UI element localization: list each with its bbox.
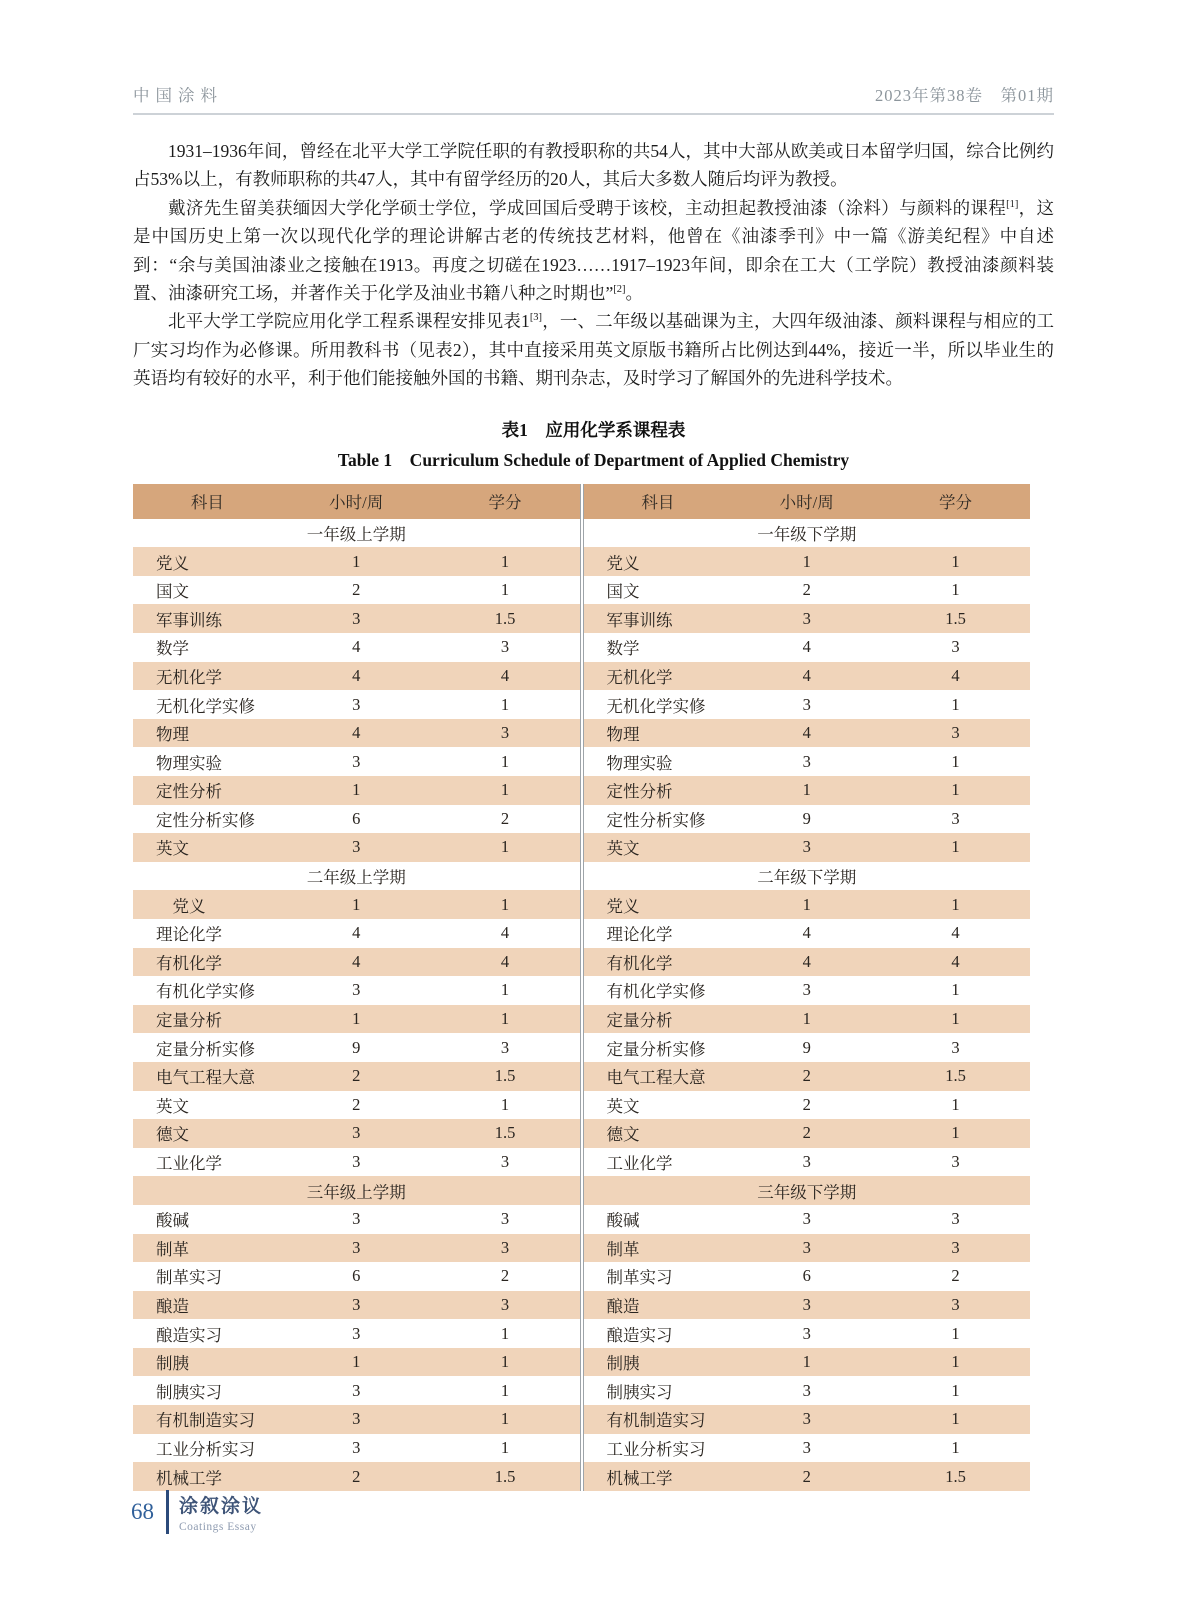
table-row [133, 1119, 580, 1148]
hours-cell: 2 [352, 580, 361, 600]
hours-cell: 3 [352, 1380, 361, 1400]
subject-cell: 物理实验 [156, 753, 222, 773]
credits-cell: 3 [500, 1209, 510, 1229]
credits-cell: 1 [500, 837, 510, 857]
credits-cell: 2 [951, 1266, 960, 1286]
column-brand [179, 1491, 263, 1533]
subject-cell: 定量分析实修 [606, 1039, 706, 1059]
credits-cell: 1.5 [494, 1466, 516, 1486]
table-row [584, 805, 1031, 834]
hours-cell: 2 [802, 1123, 811, 1143]
hours-cell: 2 [352, 1066, 361, 1086]
section-header-row: 三年级下学期 [584, 1176, 1031, 1205]
subject-cell: 定性分析实修 [156, 810, 255, 830]
hours-cell: 2 [352, 1466, 361, 1486]
subject-cell: 定性分析实修 [606, 810, 706, 830]
table-row [133, 833, 580, 862]
column-header: 小时/周 [779, 493, 834, 513]
hours-cell: 4 [352, 951, 361, 971]
section-header-row: 一年级下学期 [757, 524, 857, 544]
hours-cell: 3 [352, 837, 361, 857]
credits-cell: 3 [500, 1294, 510, 1314]
hours-cell: 1 [802, 780, 811, 800]
credits-cell: 3 [500, 1152, 510, 1172]
subject-cell: 定性分析 [606, 782, 673, 802]
hours-cell: 1 [352, 551, 361, 571]
hours-cell: 3 [352, 1152, 361, 1172]
credits-cell: 4 [951, 923, 960, 943]
subject-cell: 电气工程大意 [156, 1068, 255, 1088]
credits-cell: 1.5 [945, 1466, 966, 1486]
subject-cell: 英文 [156, 839, 189, 859]
credits-cell: 1.5 [494, 608, 516, 628]
hours-cell: 3 [802, 1237, 811, 1257]
subject-cell: 制革实习 [606, 1268, 673, 1288]
page-footer [131, 1490, 263, 1534]
subject-cell: 制革 [606, 1239, 640, 1259]
column-header: 学分 [488, 493, 522, 513]
credits-cell: 3 [951, 808, 960, 828]
hours-cell: 4 [802, 637, 811, 657]
credits-cell: 1 [500, 894, 510, 914]
table-row [133, 805, 580, 834]
table-row [133, 719, 580, 748]
credits-cell: 3 [951, 1037, 960, 1057]
table-row [584, 604, 1031, 633]
credits-cell: 3 [951, 1237, 960, 1257]
column-brand-en: Coatings Essay [179, 1521, 257, 1533]
hours-cell: 3 [802, 751, 811, 771]
hours-cell: 2 [802, 1094, 811, 1114]
table-row [584, 1376, 1031, 1405]
hours-cell: 3 [352, 751, 361, 771]
table-row [133, 576, 580, 605]
table-row [133, 1462, 580, 1491]
credits-cell: 3 [951, 723, 960, 743]
subject-cell: 党义 [606, 896, 640, 916]
hours-cell: 3 [352, 1209, 361, 1229]
subject-cell: 制革实习 [156, 1268, 222, 1288]
subject-cell: 有机制造实习 [606, 1411, 706, 1431]
table-row [133, 604, 580, 633]
credits-cell: 3 [500, 1037, 510, 1057]
table-row [133, 633, 580, 662]
subject-cell: 机械工学 [606, 1468, 673, 1488]
credits-cell: 4 [500, 923, 510, 943]
subject-cell: 有机制造实习 [156, 1411, 255, 1431]
credits-cell: 1 [951, 1009, 960, 1029]
credits-cell: 3 [951, 1209, 960, 1229]
hours-cell: 3 [352, 608, 361, 628]
hours-cell: 1 [802, 1352, 811, 1372]
curriculum-table [133, 484, 1030, 1491]
subject-cell: 机械工学 [156, 1468, 222, 1488]
credits-cell: 1 [500, 780, 510, 800]
hours-cell: 1 [352, 1352, 361, 1372]
hours-cell: 3 [802, 1409, 811, 1429]
hours-cell: 2 [352, 1094, 361, 1114]
subject-cell: 物理 [156, 725, 189, 745]
column-header: 科目 [190, 493, 224, 513]
subject-cell: 无机化学实修 [606, 696, 706, 716]
credits-cell: 1 [500, 1437, 510, 1457]
table-half [133, 484, 580, 1491]
table-row [584, 776, 1031, 805]
credits-cell: 1 [500, 751, 510, 771]
credits-cell: 3 [951, 1152, 960, 1172]
hours-cell: 3 [352, 980, 361, 1000]
subject-cell: 定性分析 [156, 782, 222, 802]
subject-cell: 有机化学实修 [156, 982, 255, 1002]
hours-cell: 4 [802, 923, 811, 943]
hours-cell: 9 [802, 808, 811, 828]
section-header-row: 三年级上学期 [133, 1176, 580, 1205]
subject-cell: 有机化学 [156, 953, 222, 973]
subject-cell: 数学 [606, 639, 640, 659]
credits-cell: 1 [951, 751, 960, 771]
table-row [584, 690, 1031, 719]
column-header: 科目 [641, 493, 675, 513]
hours-cell: 3 [802, 1380, 811, 1400]
table-row [584, 633, 1031, 662]
table-row [133, 1405, 580, 1434]
credits-cell: 1 [500, 1009, 510, 1029]
credits-cell: 1 [951, 580, 960, 600]
hours-cell: 6 [352, 1266, 361, 1286]
table-row [133, 1205, 580, 1234]
subject-cell: 制胰 [606, 1354, 640, 1374]
hours-cell: 3 [352, 1237, 361, 1257]
credits-cell: 1.5 [945, 1066, 966, 1086]
section-header-row: 一年级上学期 [306, 524, 406, 544]
hours-cell: 4 [352, 723, 361, 743]
subject-cell: 工业化学 [606, 1154, 673, 1174]
table-row [584, 1405, 1031, 1434]
subject-cell: 军事训练 [606, 610, 673, 630]
credits-cell: 1 [951, 837, 960, 857]
hours-cell: 3 [802, 1437, 811, 1457]
credits-cell: 3 [500, 637, 510, 657]
hours-cell: 3 [352, 1294, 361, 1314]
credits-cell: 1 [500, 980, 510, 1000]
hours-cell: 9 [352, 1037, 361, 1057]
hours-cell: 1 [352, 1009, 361, 1029]
masthead [0, 0, 1187, 113]
subject-cell: 物理实验 [606, 753, 673, 773]
credits-cell: 1 [500, 694, 510, 714]
credits-cell: 3 [500, 1237, 510, 1257]
page-number: 68 [131, 1499, 154, 1524]
table-row [584, 1291, 1031, 1320]
credits-cell: 1 [951, 780, 960, 800]
table-header-row [133, 484, 580, 519]
table-row [584, 1205, 1031, 1234]
credits-cell: 3 [951, 637, 960, 657]
hours-cell: 1 [352, 780, 361, 800]
paragraph: 戴济先生留美获缅因大学化学硕士学位，学成回国后受聘于该校，主动担起教授油漆（涂料）与颜料的课程[1]，这是中国历史上第一次以现代化学的理论讲解古老的传统技艺材料，他曾在《油漆季刊》中一篇《游美纪程》中自述到：“余与美国油漆业之接触在1913。再度之切磋在1923……1917–1923年间，即余在工大（工学院）教授油漆颜料装置、油漆研究工场，并著作关于化学及油业书籍八种之时期也”[2]。 [133, 197, 1055, 304]
subject-cell: 有机化学 [606, 953, 673, 973]
credits-cell: 1 [500, 1409, 510, 1429]
credits-cell: 3 [500, 723, 510, 743]
credits-cell: 1 [951, 1409, 960, 1429]
hours-cell: 3 [802, 1294, 811, 1314]
credits-cell: 1 [951, 1094, 960, 1114]
hours-cell: 3 [802, 694, 811, 714]
hours-cell: 9 [802, 1037, 811, 1057]
table-row [133, 1005, 580, 1034]
subject-cell: 制胰 [156, 1354, 189, 1374]
citation-ref: [3] [529, 312, 543, 324]
hours-cell: 3 [802, 837, 811, 857]
table-row [133, 1262, 580, 1291]
table-row [133, 1434, 580, 1463]
table-row [584, 576, 1031, 605]
paragraph: 1931–1936年间，曾经在北平大学工学院任职的有教授职称的共54人，其中大部从欧美或日本留学归国，综合比例约占53%以上，有教师职称的共47人，其中有留学经历的20人，其后大多数人随后均评为教授。 [133, 141, 1054, 190]
hours-cell: 4 [352, 637, 361, 657]
hours-cell: 3 [802, 1323, 811, 1343]
article-body [133, 137, 1054, 1491]
hours-cell: 6 [352, 808, 361, 828]
header-rule [133, 113, 1054, 115]
table-row [584, 1148, 1031, 1177]
subject-cell: 酿造 [156, 1296, 189, 1316]
journal-name: 中国涂料 [133, 86, 223, 105]
credits-cell: 1 [951, 551, 960, 571]
credits-cell: 1 [500, 551, 510, 571]
credits-cell: 1 [951, 1437, 960, 1457]
table-row [133, 976, 580, 1005]
subject-cell: 定量分析 [606, 1011, 673, 1031]
subject-cell: 理论化学 [606, 925, 673, 945]
paragraph: 北平大学工学院应用化学工程系课程安排见表1[3]，一、二年级以基础课为主，大四年级油漆、颜料课程与相应的工厂实习均作为必修课。所用教科书（见表2），其中直接采用英文原版书籍所占比例达到44%，接近一半，所以毕业生的英语均有较好的水平，利于他们能接触外国的书籍、期刊杂志，及时学习了解国外的先进科学技术。 [133, 311, 1054, 389]
credits-cell: 1 [500, 1094, 510, 1114]
table-row [584, 1462, 1031, 1491]
section-header-row: 二年级下学期 [757, 868, 857, 888]
table-row [584, 1119, 1031, 1148]
table-row [584, 919, 1031, 948]
subject-cell: 国文 [606, 582, 640, 602]
credits-cell: 1 [500, 1323, 510, 1343]
table-row [584, 1062, 1031, 1091]
hours-cell: 3 [352, 1437, 361, 1457]
table-row [133, 776, 580, 805]
hours-cell: 1 [802, 1009, 811, 1029]
table-row [133, 890, 580, 919]
credits-cell: 1 [951, 1123, 960, 1143]
table-row [584, 747, 1031, 776]
subject-cell: 酿造实习 [156, 1325, 222, 1345]
citation-ref: [1] [1006, 198, 1019, 210]
table-row [133, 1033, 580, 1062]
hours-cell: 2 [802, 580, 811, 600]
credits-cell: 1 [951, 1323, 960, 1343]
subject-cell: 英文 [606, 1096, 640, 1116]
subject-cell: 制胰实习 [156, 1382, 222, 1402]
credits-cell: 1 [500, 1352, 510, 1372]
hours-cell: 4 [352, 665, 361, 685]
subject-cell: 无机化学 [156, 667, 222, 687]
subject-cell: 有机化学实修 [606, 982, 706, 1002]
table-row [584, 719, 1031, 748]
credits-cell: 1 [500, 580, 510, 600]
subject-cell: 制革 [156, 1239, 189, 1259]
credits-cell: 4 [951, 665, 960, 685]
table-row [133, 1234, 580, 1263]
subject-cell: 定量分析实修 [156, 1039, 255, 1059]
subject-cell: 酸碱 [606, 1211, 640, 1231]
table-row [584, 547, 1031, 576]
hours-cell: 3 [352, 1123, 361, 1143]
hours-cell: 3 [352, 694, 361, 714]
hours-cell: 4 [802, 723, 811, 743]
hours-cell: 3 [802, 1152, 811, 1172]
table-header-row [584, 484, 1031, 519]
credits-cell: 1 [951, 1380, 960, 1400]
subject-cell: 党义 [156, 896, 206, 916]
hours-cell: 3 [802, 608, 811, 628]
subject-cell: 工业化学 [156, 1154, 222, 1174]
body-paragraphs [133, 137, 1054, 393]
subject-cell: 无机化学实修 [156, 696, 255, 716]
subject-cell: 酸碱 [156, 1211, 189, 1231]
section-header-row: 二年级上学期 [306, 868, 406, 888]
hours-cell: 1 [352, 894, 361, 914]
hours-cell: 4 [352, 923, 361, 943]
hours-cell: 3 [352, 1323, 361, 1343]
table-row [133, 1319, 580, 1348]
hours-cell: 2 [802, 1066, 811, 1086]
subject-cell: 理论化学 [156, 925, 222, 945]
table-half [584, 484, 1031, 1491]
credits-cell: 1.5 [494, 1066, 516, 1086]
credits-cell: 1 [951, 694, 960, 714]
subject-cell: 制胰实习 [606, 1382, 673, 1402]
hours-cell: 1 [802, 894, 811, 914]
subject-cell: 英文 [156, 1096, 189, 1116]
hours-cell: 4 [802, 665, 811, 685]
subject-cell: 国文 [156, 582, 189, 602]
subject-cell: 无机化学 [606, 667, 673, 687]
hours-cell: 4 [802, 951, 811, 971]
column-header: 小时/周 [329, 493, 384, 513]
credits-cell: 4 [500, 665, 510, 685]
table-row [584, 1348, 1031, 1377]
subject-cell: 酿造 [606, 1296, 640, 1316]
credits-cell: 1 [951, 894, 960, 914]
table-row [133, 747, 580, 776]
column-header: 学分 [939, 493, 973, 513]
hours-cell: 1 [802, 551, 811, 571]
credits-cell: 3 [951, 1294, 960, 1314]
hours-cell: 6 [802, 1266, 811, 1286]
table-row [133, 1348, 580, 1377]
table-row [584, 976, 1031, 1005]
subject-cell: 电气工程大意 [606, 1068, 706, 1088]
table-row [584, 662, 1031, 691]
table-row [133, 948, 580, 977]
subject-cell: 工业分析实习 [156, 1439, 255, 1459]
hours-cell: 2 [802, 1466, 811, 1486]
subject-cell: 德文 [606, 1125, 640, 1145]
table-row [584, 1091, 1031, 1120]
table-row [584, 948, 1031, 977]
table-row [584, 833, 1031, 862]
hours-cell: 3 [352, 1409, 361, 1429]
issue-info: 2023年第38卷 第01期 [875, 86, 1054, 105]
table-row [133, 690, 580, 719]
citation-ref: [2] [613, 284, 626, 296]
subject-cell: 物理 [606, 725, 640, 745]
table-row [133, 547, 580, 576]
table-row [584, 1234, 1031, 1263]
credits-cell: 1.5 [494, 1123, 516, 1143]
table-caption-zh: 表1 应用化学系课程表 [501, 419, 686, 440]
subject-cell: 工业分析实习 [606, 1439, 706, 1459]
subject-cell: 党义 [606, 553, 640, 573]
subject-cell: 德文 [156, 1125, 189, 1145]
column-brand-zh: 涂叙涂议 [179, 1496, 264, 1517]
subject-cell: 军事训练 [156, 610, 222, 630]
subject-cell: 党义 [156, 553, 189, 573]
table-row [133, 1062, 580, 1091]
subject-cell: 定量分析 [156, 1011, 222, 1031]
table-row [133, 1091, 580, 1120]
subject-cell: 酿造实习 [606, 1325, 673, 1345]
credits-cell: 1 [951, 980, 960, 1000]
table-row [584, 1033, 1031, 1062]
table-caption-en: Table 1 Curriculum Schedule of Department of Applied Chemistry [337, 449, 850, 470]
subject-cell: 数学 [156, 639, 189, 659]
table-row [133, 662, 580, 691]
credits-cell: 2 [500, 1266, 510, 1286]
credits-cell: 4 [951, 951, 960, 971]
table-row [133, 1376, 580, 1405]
table-row [133, 919, 580, 948]
table-row [584, 1319, 1031, 1348]
subject-cell: 英文 [606, 839, 640, 859]
table-row [584, 1434, 1031, 1463]
table-row [584, 1005, 1031, 1034]
credits-cell: 1 [951, 1352, 960, 1372]
table-row [584, 1262, 1031, 1291]
table-row [584, 890, 1031, 919]
table-row [133, 1148, 580, 1177]
hours-cell: 3 [802, 980, 811, 1000]
credits-cell: 1.5 [945, 608, 966, 628]
hours-cell: 3 [802, 1209, 811, 1229]
credits-cell: 1 [500, 1380, 510, 1400]
footer-divider-bar [166, 1490, 169, 1534]
table-row [133, 1291, 580, 1320]
credits-cell: 4 [500, 951, 510, 971]
credits-cell: 2 [500, 808, 510, 828]
